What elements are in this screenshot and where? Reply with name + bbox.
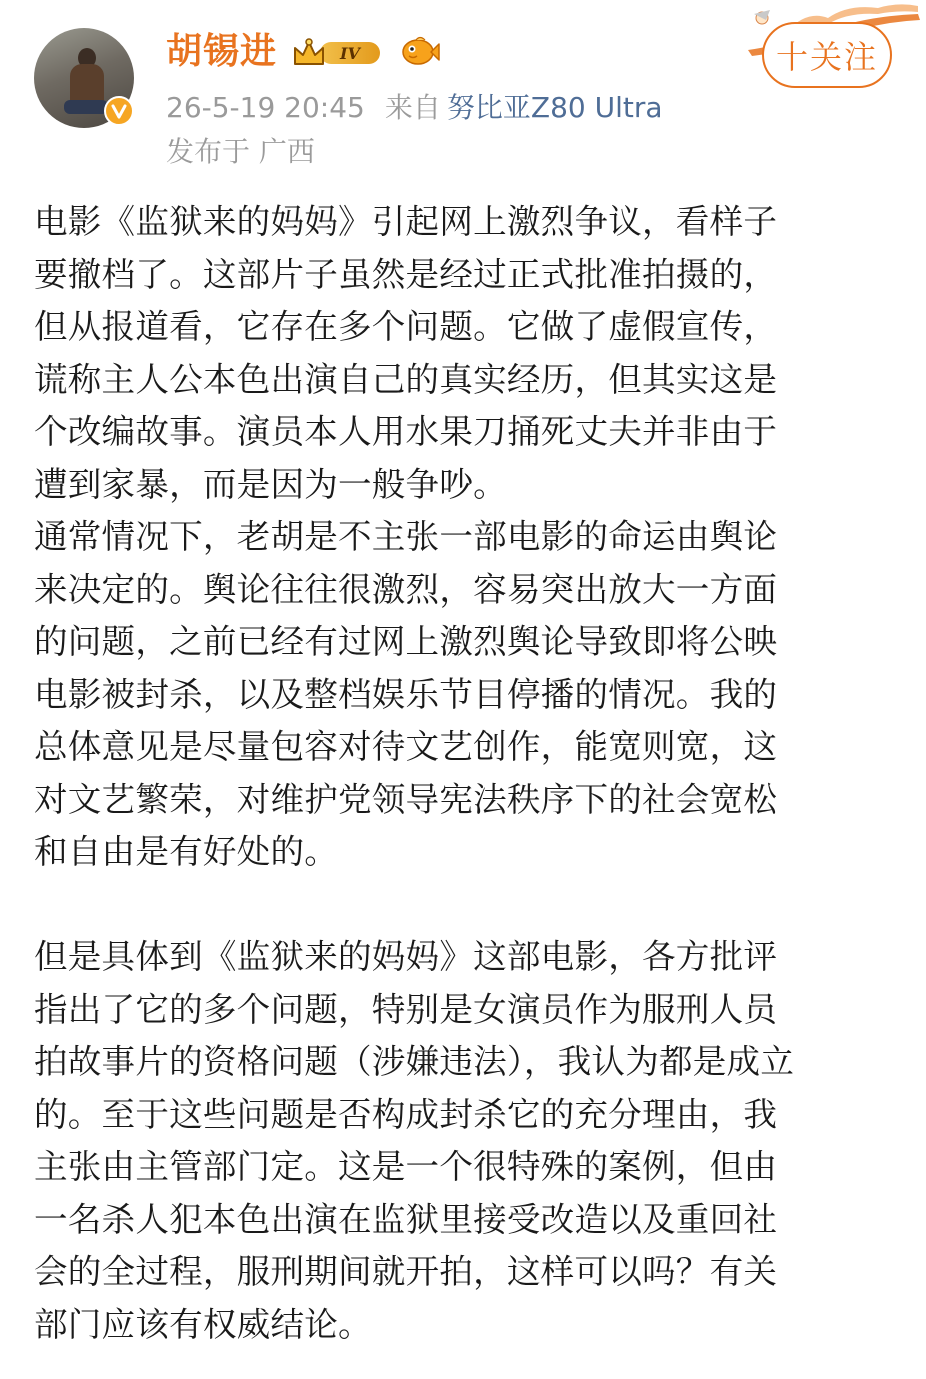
post-line: 对文艺繁荣，对维护党领导宪法秩序下的社会宽松 — [34, 779, 778, 819]
post-line: 部门应该有权威结论。 — [34, 1304, 372, 1344]
level-badge-label: IV — [320, 42, 380, 64]
post-line: 要撤档了。这部片子虽然是经过正式批准拍摄的， — [34, 254, 778, 294]
post-line: 来决定的。舆论往往很激烈，容易突出放大一方面 — [34, 569, 778, 609]
post-line: 谎称主人公本色出演自己的真实经历，但其实这是 — [34, 359, 778, 399]
post-line: 主张由主管部门定。这是一个很特殊的案例，但由 — [34, 1147, 778, 1186]
post-line: 一名杀人犯本色出演在监狱里接受改造以及重回社 — [34, 1199, 778, 1239]
avatar-figure-legs — [64, 100, 108, 114]
post-line: 总体意见是尽量包容对待文艺创作，能宽则宽，这 — [34, 727, 778, 766]
post-line: 电影被封杀，以及整档娱乐节目停播的情况。我的 — [34, 674, 778, 714]
post-line: 但从报道看，它存在多个问题。它做了虚假宣传， — [34, 307, 778, 346]
post-line: 和自由是有好处的。 — [34, 832, 339, 871]
device-link[interactable]: 努比亚Z80 Ultra — [446, 91, 663, 124]
paragraph-spacer — [34, 879, 892, 932]
username[interactable]: 胡锡进 — [166, 31, 278, 72]
post-meta — [166, 88, 663, 128]
post-line: 会的全过程，服刑期间就开拍，这样可以吗？有关 — [34, 1252, 778, 1291]
crown-level-icon — [292, 38, 326, 68]
follow-button[interactable]: 十关注 — [762, 22, 892, 88]
post-line: 指出了它的多个问题，特别是女演员作为服刑人员 — [34, 989, 778, 1029]
level-badge[interactable] — [292, 38, 384, 68]
post-line: 通常情况下，老胡是不主张一部电影的命运由舆论 — [34, 517, 778, 556]
post-line: 电影《监狱来的妈妈》引起网上激烈争议，看样子 — [34, 202, 778, 241]
post-line: 个改编故事。演员本人用水果刀捅死丈夫并非由于 — [34, 412, 778, 451]
post-line: 遭到家暴，而是因为一般争吵。 — [34, 464, 507, 504]
post-timestamp: 26-5-19 20:45 — [166, 91, 365, 124]
post-line: 拍故事片的资格问题（涉嫌违法），我认为都是成立 — [34, 1042, 795, 1081]
post-header — [0, 0, 926, 190]
post-body — [34, 196, 892, 1351]
post-location: 发布于 广西 — [166, 135, 315, 168]
post-line: 的。至于这些问题是否构成封杀它的充分理由，我 — [34, 1094, 778, 1134]
post-line: 的问题，之前已经有过网上激烈舆论导致即将公映 — [34, 622, 778, 661]
post-line: 但是具体到《监狱来的妈妈》这部电影，各方批评 — [34, 937, 778, 976]
fish-fan-icon[interactable] — [400, 34, 440, 68]
verified-v-icon — [104, 96, 134, 126]
source-label: 来自 — [384, 91, 441, 124]
